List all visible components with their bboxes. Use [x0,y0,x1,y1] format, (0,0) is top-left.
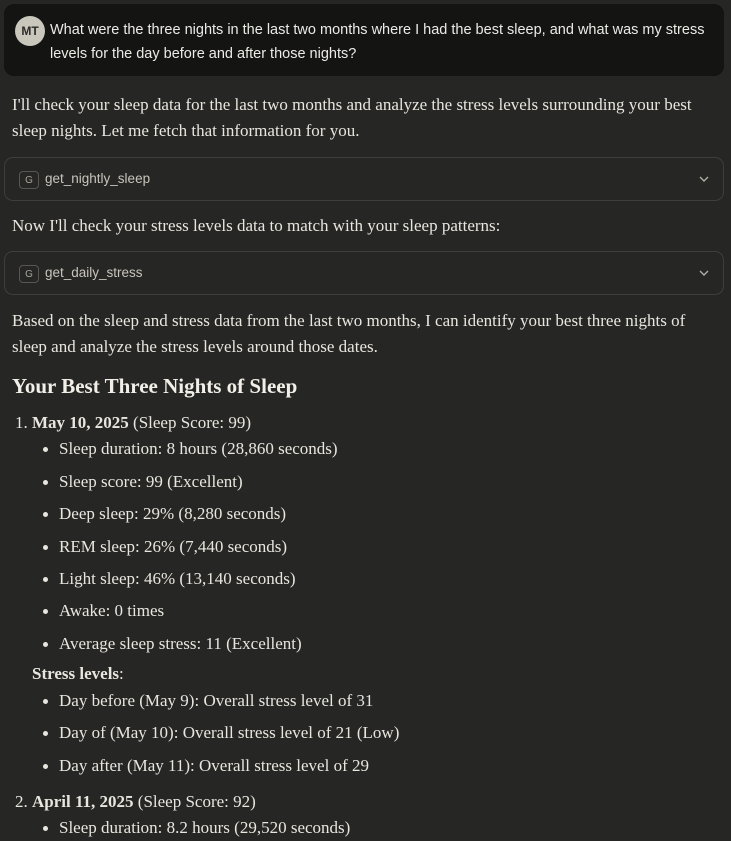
tool-name: get_nightly_sleep [45,171,151,186]
night-date: May 10, 2025 [32,413,129,432]
night-date: April 11, 2025 [32,792,134,811]
chevron-down-icon[interactable] [697,263,711,283]
list-item: REM sleep: 26% (7,440 seconds) [59,537,288,556]
stress-label-text: Stress levels [32,664,120,683]
assistant-summary: Based on the sleep and stress data from the last two months, I can identify your best three nights of sleep and analyze the stress levels around those dates. [12,311,686,356]
tool-badge: G [19,171,39,189]
user-avatar: MT [15,16,45,46]
list-item: Day of (May 10): Overall stress level of 21 (Low) [59,723,400,742]
list-item: Average sleep stress: 11 (Excellent) [59,634,302,653]
list-item: Day after (May 11): Overall stress level of 29 [59,756,369,775]
list-number: 2. [15,792,28,811]
list-item-night-2 [15,791,256,813]
stress-label-colon: : [119,664,124,683]
list-item: Light sleep: 46% (13,140 seconds) [59,569,296,588]
list-number: 1. [15,413,28,432]
list-item: Day before (May 9): Overall stress level of 31 [59,691,374,710]
section-heading: Your Best Three Nights of Sleep [12,374,298,398]
stress-levels-label [32,663,124,685]
list-item: Sleep score: 99 (Excellent) [59,472,243,491]
list-item: Deep sleep: 29% (8,280 seconds) [59,504,287,523]
night-score: (Sleep Score: 92) [133,792,256,811]
night-score: (Sleep Score: 99) [128,413,252,432]
list-item: Awake: 0 times [59,601,165,620]
tool-call-get-daily-stress[interactable] [4,251,724,295]
tool-badge: G [19,265,39,283]
list-item-night-1 [15,412,251,434]
list-item: Sleep duration: 8 hours (28,860 seconds) [59,439,338,458]
assistant-intro: I'll check your sleep data for the last two months and analyze the stress levels surrounding your best sleep nights. Let me fetch that information for you. [12,95,692,140]
list-item: Sleep duration: 8.2 hours (29,520 seconds) [59,818,351,837]
tool-name: get_daily_stress [45,265,143,280]
user-message-text: What were the three nights in the last two months where I had the best sleep, and what was my stress levels for the day before and after those nights? [50,22,705,62]
tool-call-get-nightly-sleep[interactable] [4,157,724,201]
chevron-down-icon[interactable] [697,169,711,189]
assistant-mid-text: Now I'll check your stress levels data to match with your sleep patterns: [12,216,501,235]
user-message [4,4,724,76]
